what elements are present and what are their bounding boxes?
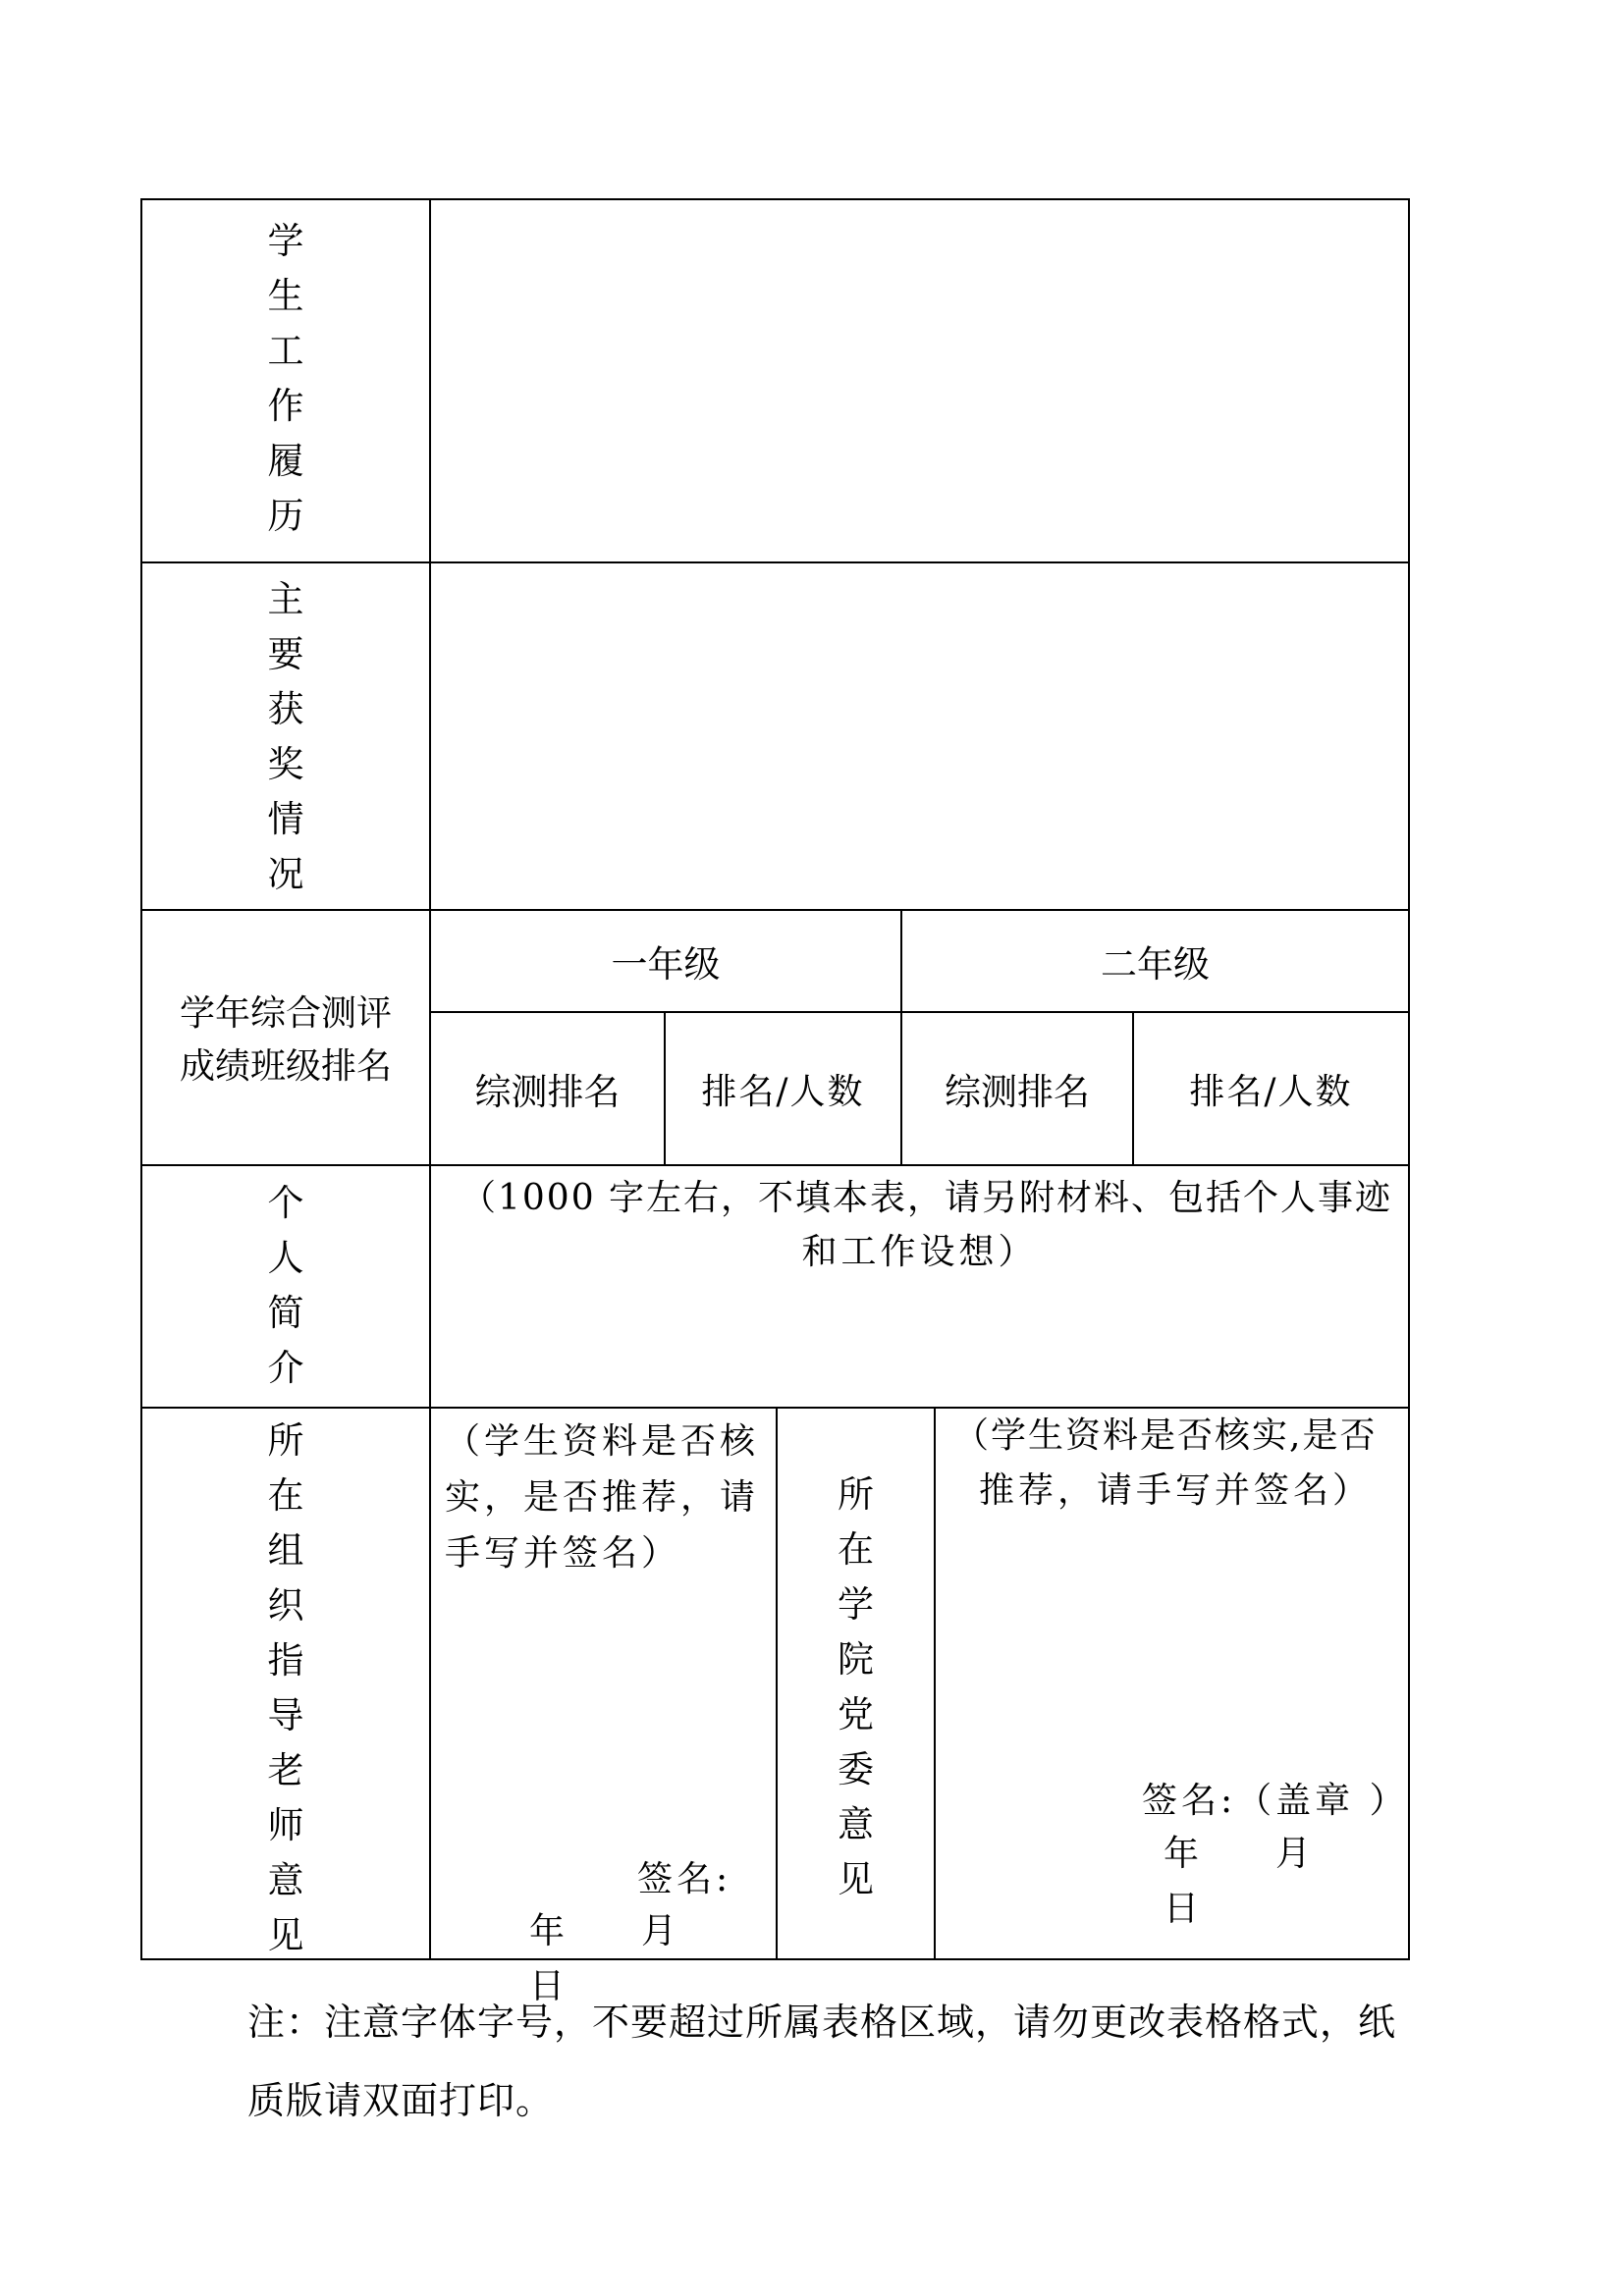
label-char: 生: [267, 275, 304, 317]
label-char: 老: [267, 1749, 304, 1791]
label-char: 院: [838, 1638, 874, 1681]
ranking-label: [142, 982, 429, 1099]
year1-header: 一年级: [611, 943, 721, 986]
label-char: 获: [267, 688, 304, 730]
profile-label: [142, 1176, 429, 1396]
advisor-opinion-field[interactable]: [431, 1409, 776, 2006]
advisor-note-line2: 实，是否推荐，请: [445, 1477, 760, 1518]
label-char: 况: [267, 853, 304, 895]
label-char: 工: [267, 330, 304, 372]
footnote-line1: 注：注意字体字号，不要超过所属表格区域，请勿更改表格格式，纸: [247, 2001, 1397, 2044]
ranking-label-line1: 学年综合测评: [179, 993, 392, 1034]
label-char: 指: [267, 1639, 304, 1682]
college-note-line2: 推荐，请手写并签名）: [979, 1470, 1373, 1511]
label-char: 意: [838, 1803, 874, 1845]
label-char: 履: [267, 440, 304, 482]
advisor-note-line3: 手写并签名）: [445, 1533, 681, 1574]
work-history-field[interactable]: [431, 200, 1408, 561]
label-char: 作: [267, 385, 304, 427]
year2-rank-label: 综测排名: [945, 1071, 1090, 1113]
college-sign: 签名:（盖章 ）: [1142, 1781, 1409, 1821]
college-note-line1: （学生资料是否核实,是否: [953, 1415, 1378, 1456]
label-char: 要: [267, 633, 304, 675]
label-char: 个: [267, 1182, 304, 1224]
profile-note-line2: 和工作设想）: [801, 1232, 1038, 1272]
year2-header: 二年级: [1101, 943, 1210, 986]
label-char: 织: [267, 1584, 304, 1627]
profile-field[interactable]: [431, 1166, 1408, 1407]
label-char: 介: [267, 1347, 304, 1389]
college-opinion-field[interactable]: [936, 1409, 1408, 1958]
label-char: 情: [267, 798, 304, 840]
label-char: 历: [267, 495, 304, 537]
label-char: 意: [267, 1859, 304, 1901]
advisor-opinion-label: [142, 1414, 429, 1963]
label-char: 委: [838, 1748, 874, 1790]
ranking-label-line2: 成绩班级排名: [179, 1046, 392, 1087]
label-char: 在: [838, 1528, 874, 1571]
advisor-sign: 签名:: [637, 1859, 732, 1899]
college-date: 年 月 日: [1164, 1834, 1388, 1929]
label-char: 人: [267, 1237, 304, 1279]
label-char: 学: [267, 220, 304, 262]
year1-rank-label: 综测排名: [474, 1071, 621, 1113]
label-char: 党: [838, 1693, 874, 1735]
label-char: 所: [267, 1419, 304, 1462]
year2-rank-count[interactable]: 排名/人数: [1189, 1071, 1353, 1112]
profile-note-line1: （1000 字左右，不填本表，请另附材料、包括个人事迹: [460, 1178, 1393, 1218]
footnote: [247, 1983, 1416, 2140]
label-char: 在: [267, 1474, 304, 1517]
label-char: 简: [267, 1292, 304, 1334]
year1-rank-count[interactable]: 排名/人数: [701, 1071, 865, 1112]
college-opinion-label: [778, 1468, 934, 1907]
label-char: 主: [267, 578, 304, 620]
table-border-right: [1408, 198, 1410, 1960]
label-char: 导: [267, 1694, 304, 1736]
advisor-note-line1: （学生资料是否核: [445, 1421, 760, 1462]
label-char: 组: [267, 1529, 304, 1572]
advisor-date: 年 月 日: [529, 1911, 754, 2006]
awards-field[interactable]: [431, 563, 1408, 909]
label-char: 学: [838, 1583, 874, 1626]
footnote-line2: 质版请双面打印。: [247, 2079, 555, 2122]
label-char: 见: [838, 1858, 874, 1900]
work-history-label: [142, 214, 429, 544]
awards-label: [142, 572, 429, 902]
label-char: 师: [267, 1804, 304, 1846]
label-char: 见: [267, 1914, 304, 1956]
label-char: 所: [838, 1473, 874, 1516]
label-char: 奖: [267, 743, 304, 785]
